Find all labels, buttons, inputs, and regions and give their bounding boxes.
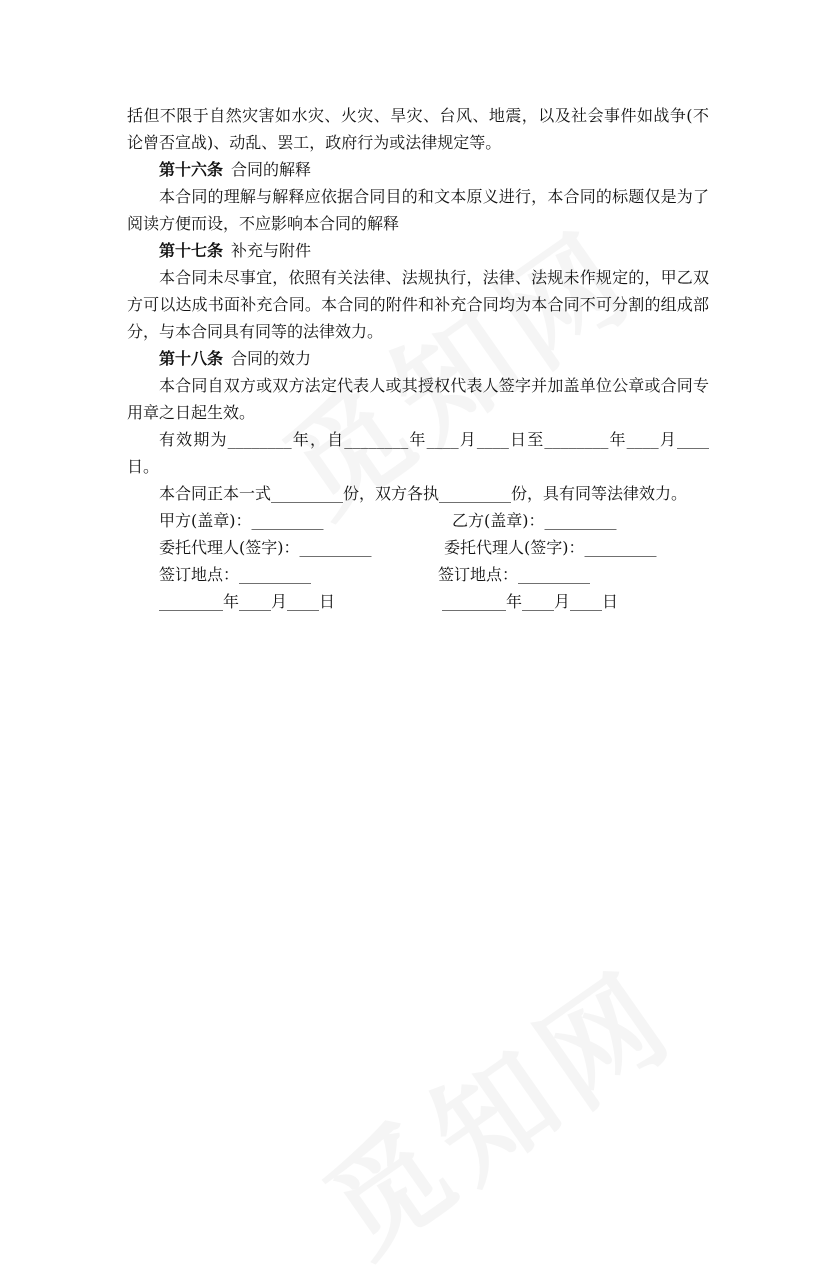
party-b-agent: 委托代理人(签字)：_________ bbox=[444, 538, 657, 557]
watermark-bottom bbox=[287, 924, 704, 1286]
validity-period: 有效期为________年，自________年____月____日至________年____月____日。 bbox=[127, 430, 709, 476]
agent-row bbox=[127, 534, 709, 561]
date-row bbox=[127, 588, 709, 615]
party-b-seal: 乙方(盖章)：_________ bbox=[452, 511, 617, 530]
article-17-title: 补充与附件 bbox=[231, 241, 312, 260]
party-a-place: 签订地点：_________ bbox=[159, 565, 312, 584]
intro-continuation: 括但不限于自然灾害如水灾、火灾、旱灾、台风、地震，以及社会事件如战争(不论曾否宣战)、动乱、罢工，政府行为或法律规定等。 bbox=[127, 106, 709, 152]
article-17-number: 第十七条 bbox=[159, 241, 224, 260]
seal-row bbox=[127, 507, 709, 534]
party-a-agent: 委托代理人(签字)：_________ bbox=[159, 538, 372, 557]
party-b-date: ________年____月____日 bbox=[442, 592, 619, 611]
article-18-body: 本合同自双方或双方法定代表人或其授权代表人签字并加盖单位公章或合同专用章之日起生效。 bbox=[127, 376, 709, 422]
article-16-body: 本合同的理解与解释应依据合同目的和文本原义进行，本合同的标题仅是为了阅读方便而设，不应影响本合同的解释 bbox=[127, 187, 709, 233]
article-16-number: 第十六条 bbox=[159, 160, 224, 179]
article-18-number: 第十八条 bbox=[159, 349, 224, 368]
party-b-place: 签订地点：_________ bbox=[438, 565, 591, 584]
signature-block bbox=[127, 507, 709, 615]
contract-body bbox=[127, 102, 709, 615]
article-18-title: 合同的效力 bbox=[231, 349, 312, 368]
place-row bbox=[127, 561, 709, 588]
article-16-title: 合同的解释 bbox=[231, 160, 312, 179]
article-17-body: 本合同未尽事宜，依照有关法律、法规执行，法律、法规未作规定的，甲乙双方可以达成书面补充合同。本合同的附件和补充合同均为本合同不可分割的组成部分，与本合同具有同等的法律效力。 bbox=[127, 268, 709, 341]
party-a-date: ________年____月____日 bbox=[159, 592, 336, 611]
copies-clause: 本合同正本一式_________份，双方各执_________份，具有同等法律效力。 bbox=[159, 484, 688, 503]
party-a-seal: 甲方(盖章)：_________ bbox=[159, 511, 324, 530]
article-18-heading bbox=[127, 345, 709, 372]
article-16-heading bbox=[127, 156, 709, 183]
article-17-heading bbox=[127, 237, 709, 264]
